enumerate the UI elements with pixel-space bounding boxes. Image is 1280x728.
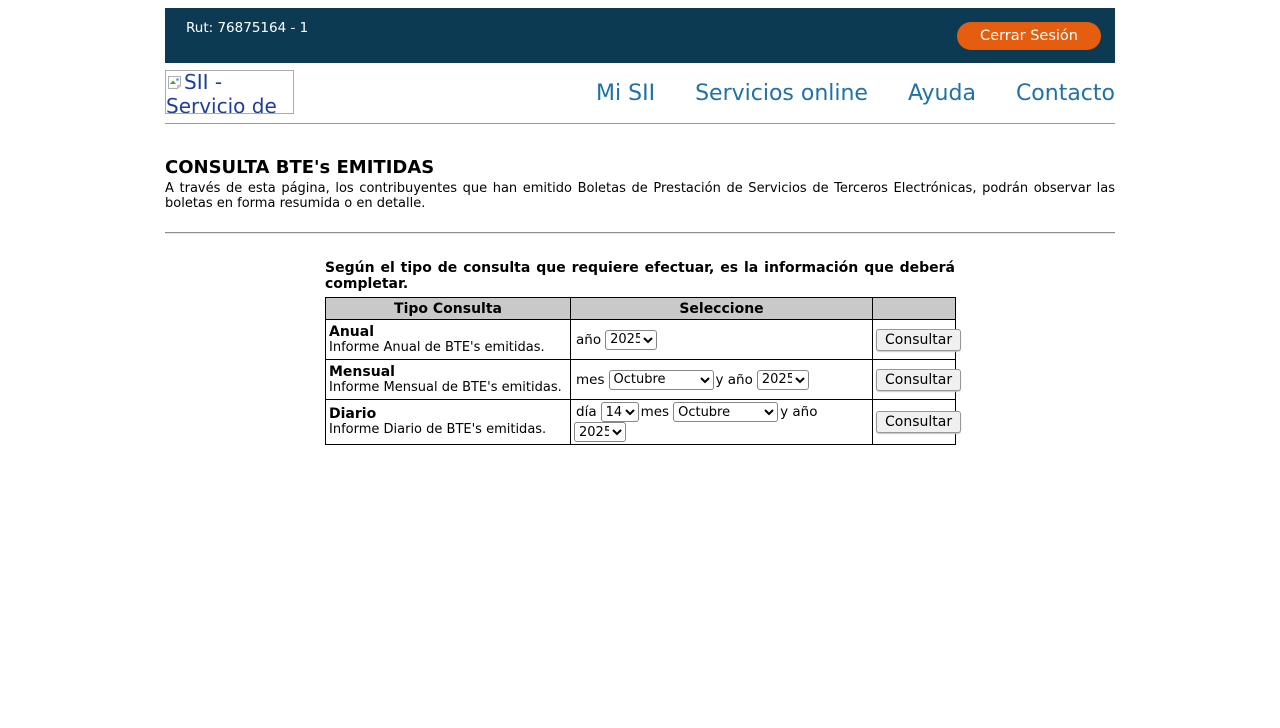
consulta-type-cell (326, 320, 571, 360)
consultar-button-diario[interactable]: Consultar (876, 411, 961, 433)
consulta-type-description: Informe Mensual de BTE's emitidas. (329, 379, 562, 395)
year-field-label: y año (715, 371, 753, 388)
page-container (165, 8, 1115, 445)
consultar-button-mensual[interactable]: Consultar (876, 369, 961, 391)
section-divider (165, 232, 1115, 234)
consultar-button-anual[interactable]: Consultar (876, 329, 961, 351)
table-row-diario (326, 400, 956, 445)
consulta-action-cell (873, 360, 956, 400)
consulta-select-cell (571, 320, 873, 360)
year-field-label: año (576, 331, 602, 348)
broken-image-icon (167, 73, 183, 95)
page-description: A través de esta página, los contribuyentes que han emitido Boletas de Prestación de Servicios de Terceros Electrónicas, podrán observar las boletas en forma resumida o en detalle. (165, 181, 1115, 211)
year-select[interactable] (605, 330, 657, 350)
consulta-section (325, 261, 955, 445)
year-select[interactable] (757, 370, 809, 390)
logout-button[interactable]: Cerrar Sesión (957, 22, 1101, 50)
month-select[interactable] (673, 402, 778, 422)
topbar (165, 8, 1115, 63)
month-field-label: mes (576, 371, 605, 388)
consulta-action-cell (873, 400, 956, 445)
month-select[interactable] (609, 370, 714, 390)
consulta-type-label: Anual (329, 323, 375, 340)
site-header (165, 63, 1115, 124)
consulta-table (325, 297, 956, 445)
logo-alt-text: SII - Servicio de (166, 69, 277, 114)
year-field-label: y año (780, 404, 818, 420)
intro-text: Según el tipo de consulta que requiere efectuar, es la información que deberá completar. (325, 260, 955, 292)
nav-link-servicios-online[interactable]: Servicios online (695, 80, 868, 106)
consulta-table-body (326, 320, 956, 445)
table-row-anual (326, 320, 956, 360)
month-field-label: mes (640, 404, 670, 420)
nav-link-contacto[interactable]: Contacto (1015, 80, 1115, 106)
nav-link-ayuda[interactable]: Ayuda (907, 80, 976, 106)
column-header-3 (873, 298, 956, 320)
day-select[interactable] (601, 402, 639, 422)
consulta-type-description: Informe Diario de BTE's emitidas. (329, 422, 547, 437)
table-row-mensual (326, 360, 956, 400)
consulta-type-label: Diario (329, 406, 377, 422)
consulta-type-label: Mensual (329, 363, 395, 380)
year-select[interactable] (574, 422, 626, 442)
consulta-type-cell (326, 360, 571, 400)
rut-label: Rut: 76875164 - 1 (186, 20, 309, 36)
main-content (165, 157, 1115, 445)
consulta-select-cell (571, 400, 873, 445)
nav-link-mi-sii[interactable]: Mi SII (596, 80, 656, 106)
consulta-select-cell (571, 360, 873, 400)
main-nav (556, 81, 1115, 106)
consulta-type-cell (326, 400, 571, 445)
consulta-action-cell (873, 320, 956, 360)
page-title: CONSULTA BTE's EMITIDAS (165, 157, 435, 178)
table-header-row (326, 298, 956, 320)
sii-logo[interactable] (165, 70, 294, 114)
consulta-type-description: Informe Anual de BTE's emitidas. (329, 339, 545, 355)
day-field-label: día (576, 404, 597, 420)
column-header-1: Tipo Consulta (326, 298, 571, 320)
column-header-2: Seleccione (571, 298, 873, 320)
